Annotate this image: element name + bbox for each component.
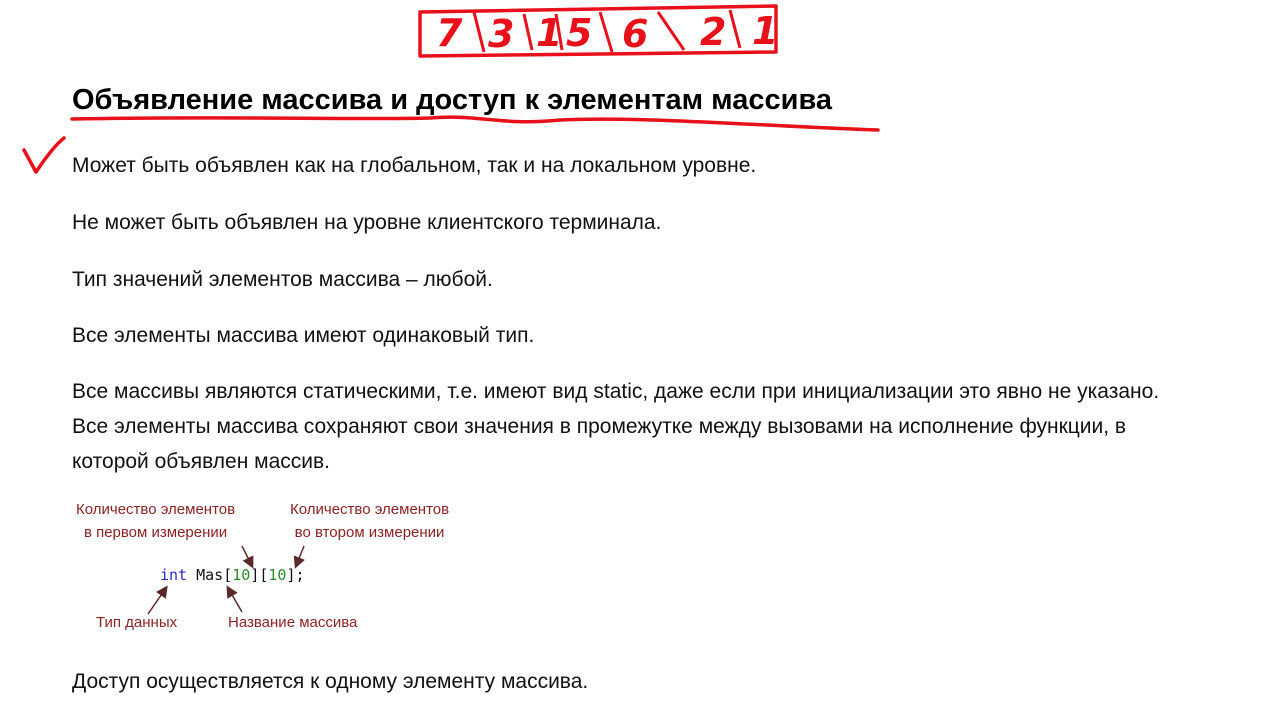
ink-digit: 2 xyxy=(700,10,727,54)
label-first-dimension xyxy=(76,498,235,544)
code-dim-first: 10 xyxy=(232,566,251,584)
array-declaration-diagram xyxy=(70,496,510,636)
paragraph: Может быть объявлен как на глобальном, так и на локальном уровне. xyxy=(72,154,757,177)
label-second-dimension xyxy=(290,498,449,544)
ink-digit: 1 xyxy=(752,9,779,53)
code-dim-second: 10 xyxy=(268,566,287,584)
ink-digit: 1 xyxy=(536,11,563,55)
label-line: Количество элементов xyxy=(290,501,450,518)
ink-digit: 7 xyxy=(436,11,463,55)
ink-digit: 5 xyxy=(566,11,593,55)
label-line: в первом измерении xyxy=(83,524,228,541)
paragraph: Доступ осуществляется к одному элементу массива. xyxy=(72,670,589,693)
ink-digit: 3 xyxy=(488,12,515,56)
code-keyword: int xyxy=(160,566,188,584)
paragraph: Все массивы являются статическими, т.е. имеют вид static, даже если при инициализации это явно не указано. Все элементы массива сохраняют свои значения в промежутке между вызовами на исполнение функции, в которой объявлен массив. xyxy=(72,380,1160,473)
paragraph: Тип значений элементов массива – любой. xyxy=(72,268,493,291)
label-array-name: Название массива xyxy=(228,614,358,631)
slide-title: Объявление массива и доступ к элементам массива xyxy=(72,84,833,116)
paragraph: Не может быть объявлен на уровне клиентского терминала. xyxy=(72,211,662,234)
ink-box xyxy=(420,6,779,56)
label-line: во втором измерении xyxy=(294,524,445,541)
ink-underline xyxy=(72,117,878,130)
code-bracket: ]; xyxy=(286,566,305,584)
ink-digit: 6 xyxy=(622,12,649,56)
code-array-name: Mas xyxy=(196,566,224,584)
label-data-type: Тип данных xyxy=(96,614,178,631)
code-bracket: [ xyxy=(223,566,233,584)
label-line: Количество элементов xyxy=(76,501,236,518)
code-bracket: ][ xyxy=(250,566,269,584)
paragraph: Все элементы массива имеют одинаковый тип. xyxy=(72,324,535,347)
code-sample xyxy=(160,566,305,584)
check-mark-icon xyxy=(24,138,64,172)
